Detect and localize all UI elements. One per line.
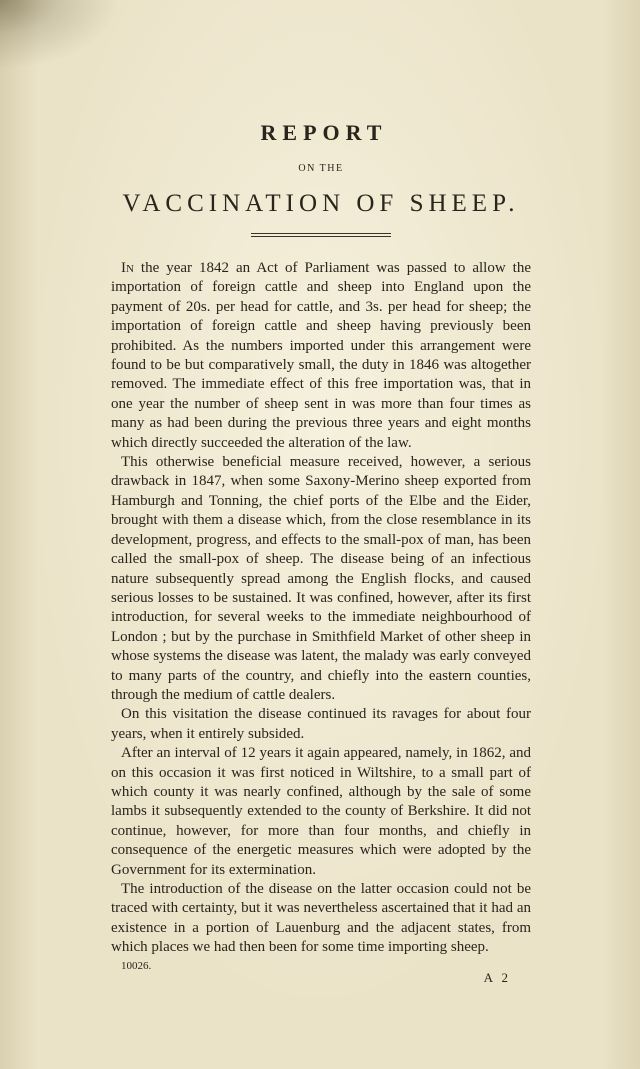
main-title: VACCINATION OF SHEEP.	[122, 190, 520, 217]
paragraph-text: the year 1842 an Act of Parliament was passed to allow the importation of foreign cattle and sheep into England upon the payment of 20s. per head for cattle, and 3s. per head for sheep; the importation of foreign cattle and sheep having previously been prohibited. As the numbers imported under this arrangement were found to be but comparatively small, the duty in 1846 was altogether removed. The immediate effect of this free importation was, that in one year the number of sheep sent in was more than four times as many as had been during the previous three years and eight months which directly succeeded the alteration of the law.	[111, 260, 531, 451]
signature-mark: 10026.	[121, 959, 152, 972]
paragraph-1	[111, 259, 531, 453]
title-rule	[251, 233, 391, 237]
body-text	[111, 259, 531, 958]
paragraph-4: After an interval of 12 years it again appeared, namely, in 1862, and on this occasion it was first noticed in Wiltshire, to a small part of which county it was nearly confined, although by the sale of some lambs it subsequently extended to the county of Berkshire. It did not continue, however, for more than four months, and chiefly in consequence of the energetic measures which were adopted by the Government for its extermination.	[111, 745, 531, 878]
page-mark: A 2	[483, 969, 511, 985]
title-subtitle: ON THE	[298, 163, 344, 174]
paragraph-lead-word: In	[121, 260, 134, 276]
paragraph-5: The introduction of the disease on the latter occasion could not be traced with certainty, but it was nevertheless ascertained that it had an existence in a portion of Lauenburg and the adjacent states, from which places we had then been for some time importing sheep.	[111, 881, 531, 956]
report-title: REPORT	[260, 120, 388, 145]
paragraph-3: On this visitation the disease continued its ravages for about four years, when it entirely subsided.	[111, 706, 531, 742]
paragraph-2: This otherwise beneficial measure received, however, a serious drawback in 1847, when some Saxony-Merino sheep exported from Hamburgh and Tonning, the chief ports of the Elbe and the Eider, brought with them a disease which, from the close resemblance in its development, progress, and effects to the small-pox of man, has been called the small-pox of sheep. The disease being of an infectious nature subsequently spread among the English flocks, and caused serious losses to be sustained. It was confined, however, after its first introduction, for several weeks to the immediate neighbourhood of London ; but by the purchase in Smithfield Market of other sheep in whose systems the disease was latent, the malady was early conveyed to many parts of the country, and chiefly into the eastern counties, through the medium of cattle dealers.	[111, 454, 531, 703]
page-stain	[0, 0, 120, 70]
page-footer	[111, 960, 531, 984]
document-page	[111, 120, 531, 984]
